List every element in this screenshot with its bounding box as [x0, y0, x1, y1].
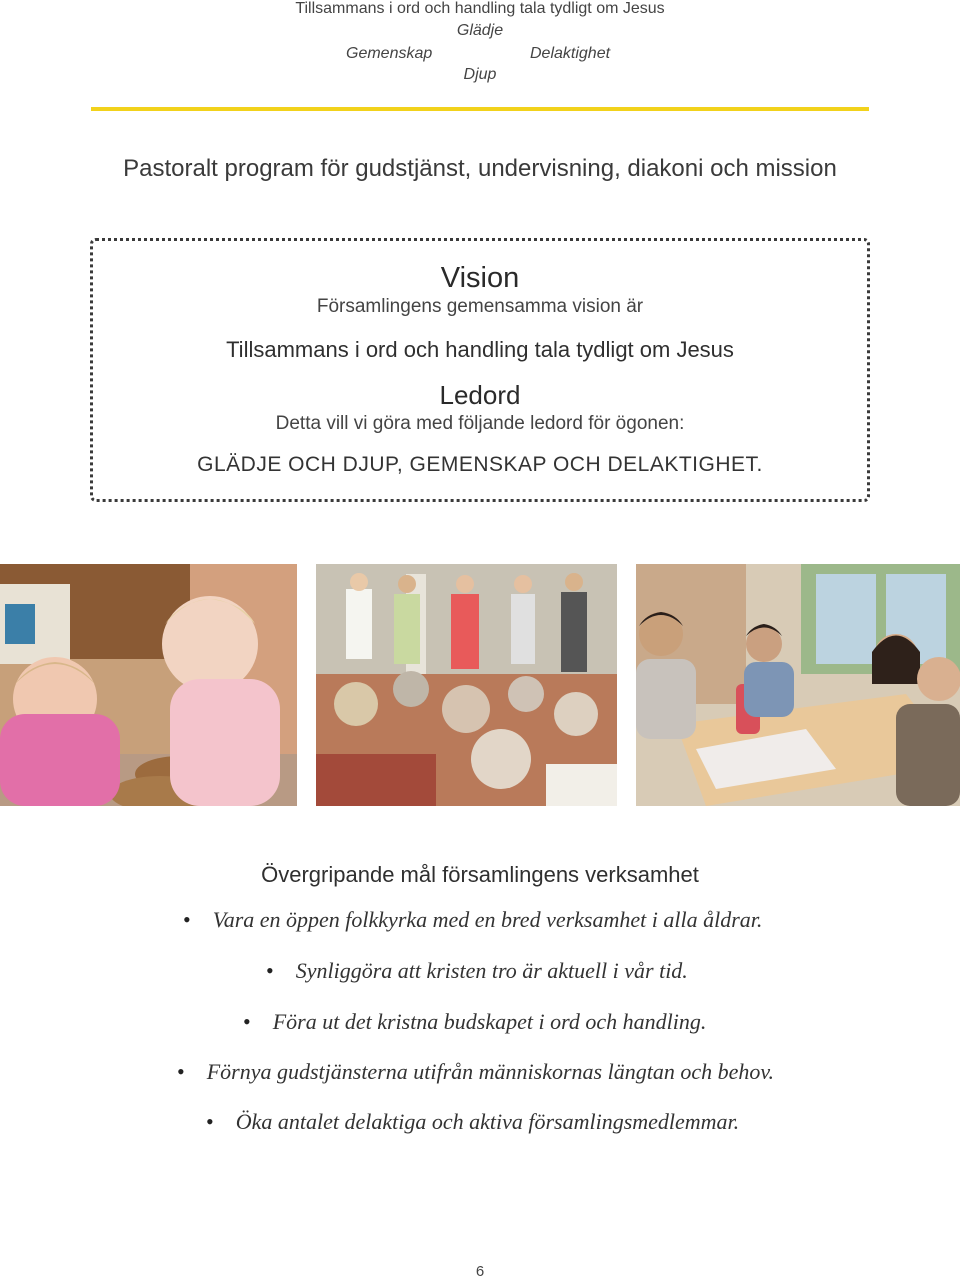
vision-intro: Församlingens gemensamma vision är — [316, 296, 644, 317]
bullet-icon: • — [183, 907, 191, 932]
goal-text: Förnya gudstjänsterna utifrån människornas längtan och behov. — [206, 1059, 774, 1084]
goal-text: Öka antalet delaktiga och aktiva församlingsmedlemmar. — [235, 1109, 740, 1134]
vision-heading: Vision — [440, 262, 520, 294]
goal-item — [243, 1009, 706, 1035]
goal-item — [266, 958, 688, 984]
header-word-delaktighet: Delaktighet — [530, 45, 611, 62]
goal-text: Vara en öppen folkkyrka med en bred verksamhet i alla åldrar. — [212, 907, 763, 932]
ledord-words: GLÄDJE OCH DJUP, GEMENSKAP OCH DELAKTIGHET. — [197, 453, 763, 476]
bullet-icon: • — [206, 1109, 214, 1134]
bullet-icon: • — [243, 1009, 251, 1034]
header-divider — [91, 107, 869, 111]
photo-youth-table — [636, 564, 960, 806]
header-word-djup: Djup — [463, 66, 497, 83]
goal-item — [206, 1109, 739, 1135]
photo-choir-gathering — [316, 564, 617, 806]
goal-item — [177, 1059, 774, 1085]
photo-children-drums — [0, 564, 297, 806]
goal-text: Synliggöra att kristen tro är aktuell i vår tid. — [295, 958, 688, 983]
header-word-gladje: Glädje — [456, 22, 504, 39]
vision-statement: Tillsammans i ord och handling tala tydligt om Jesus — [226, 337, 734, 362]
bullet-icon: • — [177, 1059, 185, 1084]
goal-item — [183, 907, 762, 933]
goals-heading: Övergripande mål församlingens verksamhet — [261, 862, 699, 887]
header-word-gemenskap: Gemenskap — [346, 45, 433, 62]
page-title: Pastoralt program för gudstjänst, undervisning, diakoni och mission — [123, 155, 837, 182]
page-number: 6 — [475, 1263, 485, 1280]
header-tagline: Tillsammans i ord och handling tala tydligt om Jesus — [295, 0, 665, 17]
goal-text: Föra ut det kristna budskapet i ord och handling. — [272, 1009, 707, 1034]
bullet-icon: • — [266, 958, 274, 983]
ledord-heading: Ledord — [439, 380, 521, 410]
ledord-intro: Detta vill vi göra med följande ledord för ögonen: — [275, 413, 685, 434]
